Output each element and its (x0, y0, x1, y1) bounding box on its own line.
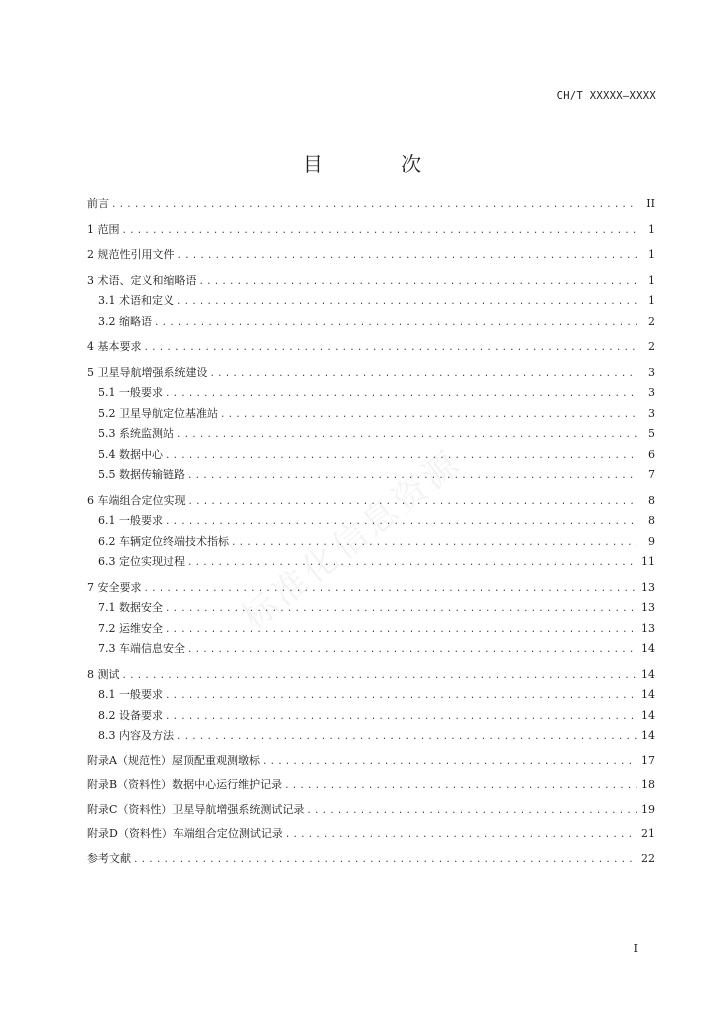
toc-entry-label: 5 卫星导航增强系统建设 (87, 365, 208, 379)
toc-entry[interactable] (87, 536, 655, 549)
toc-entry-page: 1 (648, 294, 655, 307)
toc-entry-label: 附录D（资料性）车端组合定位测试记录 (87, 827, 283, 840)
toc-entry[interactable] (87, 469, 655, 482)
toc-entry[interactable] (87, 515, 655, 528)
page-number: I (633, 942, 638, 955)
toc-entry-page: 2 (648, 340, 655, 353)
toc-entry-label: 3 术语、定义和缩略语 (87, 273, 197, 287)
toc-entry-label: 1 范围 (87, 222, 120, 236)
toc-entry[interactable] (87, 224, 655, 237)
toc-leader-dots (187, 558, 637, 569)
toc-entry-page: II (646, 197, 655, 210)
table-of-contents (87, 198, 655, 866)
toc-entry[interactable] (87, 582, 655, 595)
toc-entry-label: 7.2 运维安全 (98, 621, 163, 635)
toc-entry[interactable] (87, 556, 655, 569)
toc-entry-page: 11 (641, 555, 655, 568)
toc-entry-label: 7.1 数据安全 (98, 601, 163, 614)
toc-entry[interactable] (87, 495, 655, 508)
toc-entry-label: 8.1 一般要求 (98, 688, 163, 701)
watermark: 标准化信息资源 (234, 442, 470, 638)
toc-entry[interactable] (87, 295, 655, 308)
standard-code: CH/T XXXXX—XXXX (556, 90, 656, 102)
toc-entry[interactable] (87, 779, 655, 792)
toc-entry[interactable] (87, 249, 655, 262)
toc-leader-dots (220, 410, 637, 421)
toc-entry-page: 17 (641, 753, 655, 767)
toc-entry-label: 5.2 卫星导航定位基准站 (98, 406, 218, 420)
toc-entry-label: 5.3 系统监测站 (98, 427, 174, 440)
toc-entry-page: 2 (648, 314, 655, 328)
toc-entry[interactable] (87, 853, 655, 866)
toc-entry-label: 参考文献 (87, 851, 131, 865)
toc-entry-page: 9 (648, 534, 655, 548)
toc-entry-label: 附录B（资料性）数据中心运行维护记录 (87, 778, 283, 791)
toc-entry-page: 8 (648, 493, 655, 507)
toc-leader-dots (284, 781, 637, 792)
toc-entry-page: 14 (641, 729, 655, 742)
toc-entry[interactable] (87, 428, 655, 441)
toc-leader-dots (210, 369, 638, 380)
toc-entry[interactable] (87, 367, 655, 380)
toc-entry[interactable] (87, 755, 655, 768)
toc-entry-label: 5.1 一般要求 (98, 386, 163, 399)
toc-leader-dots (176, 297, 637, 308)
toc-entry-label: 3.2 缩略语 (98, 314, 152, 328)
toc-entry[interactable] (87, 623, 655, 636)
toc-entry-page: 1 (648, 248, 655, 261)
toc-leader-dots (199, 277, 638, 288)
toc-entry-label: 附录A（规范性）屋顶配重观测墩标 (87, 753, 260, 767)
toc-leader-dots (306, 806, 637, 817)
toc-entry-page: 3 (648, 386, 655, 399)
toc-entry-page: 6 (648, 447, 655, 461)
toc-entry-page: 18 (641, 778, 655, 791)
toc-entry-page: 13 (641, 601, 655, 614)
toc-entry[interactable] (87, 341, 655, 354)
toc-entry-page: 14 (641, 708, 655, 722)
toc-leader-dots (188, 497, 638, 508)
toc-entry-page: 13 (641, 621, 655, 635)
toc-entry-label: 7 安全要求 (87, 580, 142, 594)
toc-leader-dots (231, 538, 637, 549)
toc-entry-page: 14 (641, 667, 655, 681)
toc-entry[interactable] (87, 198, 655, 211)
toc-entry[interactable] (87, 449, 655, 462)
toc-leader-dots (144, 584, 638, 595)
toc-entry-label: 3.1 术语和定义 (98, 294, 174, 307)
toc-entry-label: 8.3 内容及方法 (98, 729, 174, 742)
toc-entry-page: 1 (648, 222, 655, 236)
toc-entry-label: 6.3 定位实现过程 (98, 555, 185, 568)
toc-entry[interactable] (87, 669, 655, 682)
toc-entry[interactable] (87, 828, 655, 841)
toc-entry-label: 8 测试 (87, 667, 120, 681)
toc-leader-dots (165, 691, 637, 702)
toc-entry-label: 6.2 车辆定位终端技术指标 (98, 534, 229, 548)
toc-entry-label: 6 车端组合定位实现 (87, 493, 186, 507)
toc-entry[interactable] (87, 730, 655, 743)
toc-entry-page: 13 (641, 580, 655, 594)
toc-entry-page: 8 (648, 514, 655, 527)
toc-entry[interactable] (87, 689, 655, 702)
toc-leader-dots (176, 430, 637, 441)
toc-leader-dots (176, 732, 637, 743)
toc-entry-page: 5 (648, 427, 655, 440)
toc-leader-dots (177, 251, 638, 262)
toc-leader-dots (165, 451, 637, 462)
toc-leader-dots (122, 226, 638, 237)
toc-entry-label: 5.5 数据传输链路 (98, 468, 185, 481)
toc-leader-dots (133, 855, 637, 866)
toc-leader-dots (122, 671, 638, 682)
toc-entry-page: 14 (641, 642, 655, 655)
toc-entry[interactable] (87, 316, 655, 329)
toc-entry[interactable] (87, 275, 655, 288)
toc-entry-label: 2 规范性引用文件 (87, 248, 175, 261)
toc-entry-label: 附录C（资料性）卫星导航增强系统测试记录 (87, 802, 305, 816)
toc-entry-page: 19 (641, 802, 655, 816)
toc-entry-page: 22 (641, 851, 655, 865)
toc-entry-label: 前言 (87, 197, 109, 210)
toc-leader-dots (285, 830, 637, 841)
toc-entry-page: 3 (648, 365, 655, 379)
toc-entry[interactable] (87, 804, 655, 817)
toc-entry[interactable] (87, 387, 655, 400)
toc-entry[interactable] (87, 602, 655, 615)
toc-entry-page: 7 (648, 468, 655, 481)
toc-entry[interactable] (87, 643, 655, 656)
toc-entry-label: 7.3 车端信息安全 (98, 642, 185, 655)
toc-leader-dots (165, 389, 637, 400)
toc-leader-dots (154, 318, 637, 329)
toc-entry-label: 8.2 设备要求 (98, 708, 163, 722)
toc-entry-page: 21 (641, 827, 655, 840)
toc-entry-page: 14 (641, 688, 655, 701)
toc-entry[interactable] (87, 710, 655, 723)
toc-entry[interactable] (87, 408, 655, 421)
toc-leader-dots (187, 471, 637, 482)
toc-leader-dots (165, 712, 637, 723)
toc-entry-page: 3 (648, 406, 655, 420)
toc-leader-dots (111, 200, 637, 211)
toc-leader-dots (187, 645, 637, 656)
toc-entry-label: 6.1 一般要求 (98, 514, 163, 527)
toc-leader-dots (165, 604, 637, 615)
toc-leader-dots (144, 343, 638, 354)
page-title: 目 次 (302, 152, 458, 176)
toc-leader-dots (262, 757, 637, 768)
toc-entry-page: 1 (648, 273, 655, 287)
toc-leader-dots (165, 517, 637, 528)
toc-entry-label: 4 基本要求 (87, 340, 142, 353)
toc-entry-label: 5.4 数据中心 (98, 447, 163, 461)
toc-leader-dots (165, 625, 637, 636)
